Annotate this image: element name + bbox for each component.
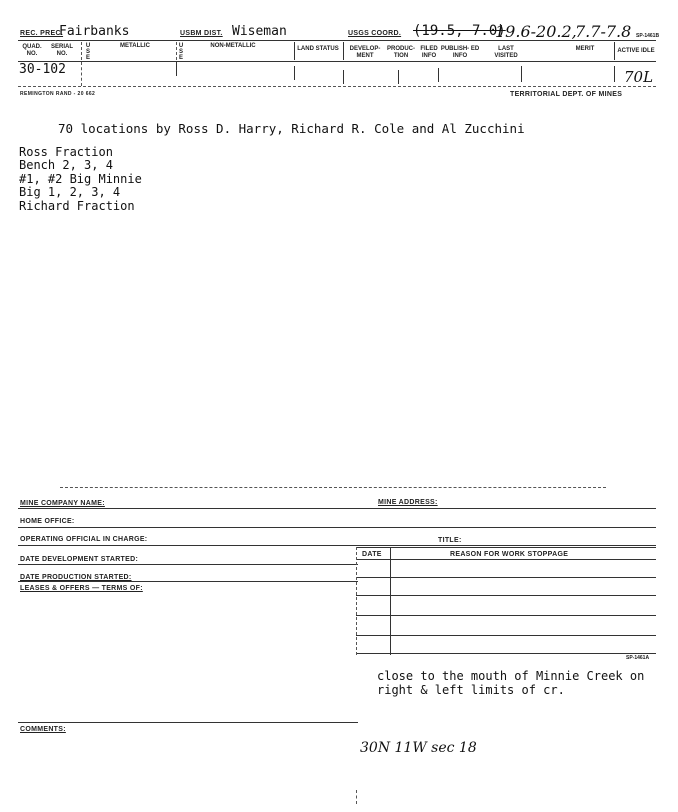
date-column-divider bbox=[390, 547, 391, 655]
col-production: PRODUC- TION bbox=[387, 46, 415, 59]
lower-form-top-rule bbox=[60, 487, 606, 488]
sep bbox=[81, 62, 82, 86]
rec-prec-value: Fairbanks bbox=[59, 24, 130, 39]
left-column-edge bbox=[356, 547, 357, 655]
sep bbox=[398, 70, 399, 84]
rule bbox=[356, 559, 656, 560]
sep bbox=[176, 62, 177, 76]
quad-serial-value: 30-102 bbox=[19, 62, 66, 77]
location-note bbox=[377, 669, 644, 697]
row-rule bbox=[18, 86, 656, 87]
rule bbox=[356, 615, 656, 616]
printer-mark: REMINGTON RAND - 20 662 bbox=[20, 91, 96, 97]
location-note-line: close to the mouth of Minnie Creek on bbox=[377, 669, 645, 683]
sep bbox=[294, 42, 295, 60]
date-col-label: DATE bbox=[362, 551, 382, 558]
col-metallic: METALLIC bbox=[120, 43, 150, 49]
form-code: SP-1461B bbox=[636, 33, 660, 39]
rule bbox=[356, 595, 656, 596]
rule bbox=[18, 545, 656, 546]
handwritten-location: 30N 11W sec 18 bbox=[360, 740, 477, 756]
col-published-info: PUBLISH- ED INFO bbox=[440, 46, 480, 59]
col-non-metallic: NON-METALLIC bbox=[210, 43, 256, 49]
usgs-coord-struck: (19.5, 7.0) bbox=[413, 23, 506, 39]
leases-offers-label: LEASES & OFFERS — TERMS OF: bbox=[20, 585, 143, 592]
usbm-dist-label: USBM DIST. bbox=[180, 30, 223, 37]
rule bbox=[356, 635, 656, 636]
col-active-idle: ACTIVE IDLE bbox=[617, 48, 655, 54]
form-code-2: SP-1461A bbox=[626, 655, 650, 661]
stray-mark bbox=[356, 790, 357, 804]
usgs-coord-handwritten: 19.6-20.2, bbox=[495, 22, 577, 41]
reason-col-label: REASON FOR WORK STOPPAGE bbox=[450, 551, 569, 558]
mine-company-name-label: MINE COMPANY NAME: bbox=[20, 500, 105, 507]
col-development: DEVELOP- MENT bbox=[349, 46, 381, 59]
operating-official-label: OPERATING OFFICIAL IN CHARGE: bbox=[20, 536, 148, 543]
location-note-line: right & left limits of cr. bbox=[377, 683, 565, 697]
rule bbox=[356, 547, 656, 548]
rule bbox=[18, 581, 358, 582]
rule bbox=[356, 653, 656, 654]
column-rule bbox=[18, 61, 656, 62]
comments-label: COMMENTS: bbox=[20, 726, 66, 733]
usbm-dist-value: Wiseman bbox=[232, 24, 287, 39]
sep bbox=[614, 42, 615, 60]
sep bbox=[294, 66, 295, 80]
usgs-coord-handwritten-2: 7.7-7.8 bbox=[575, 22, 632, 41]
rec-prec-label: REC. PREC. bbox=[20, 30, 64, 37]
date-production-label: DATE PRODUCTION STARTED: bbox=[20, 574, 132, 581]
rule bbox=[18, 508, 656, 509]
usgs-coord-label: USGS COORD. bbox=[348, 30, 402, 37]
col-serial-no: SERIAL NO. bbox=[50, 44, 73, 57]
sep bbox=[343, 70, 344, 84]
home-office-label: HOME OFFICE: bbox=[20, 518, 75, 525]
comments-rule-top bbox=[18, 722, 358, 723]
sep bbox=[521, 66, 522, 82]
rule bbox=[356, 577, 656, 578]
sep bbox=[81, 42, 82, 60]
col-use-2: U S E bbox=[178, 43, 184, 61]
claims-list bbox=[19, 146, 142, 213]
header-rule bbox=[18, 40, 656, 41]
rule bbox=[18, 527, 656, 528]
col-merit: MERIT bbox=[575, 46, 595, 52]
sep bbox=[614, 66, 615, 82]
active-idle-handwritten: 70L bbox=[624, 68, 654, 86]
date-development-label: DATE DEVELOPMENT STARTED: bbox=[20, 556, 139, 563]
territorial-dept-label: TERRITORIAL DEPT. OF MINES bbox=[510, 91, 623, 98]
rule bbox=[18, 564, 358, 565]
col-use-1: U S E bbox=[85, 43, 91, 61]
claim-item: Ross Fraction bbox=[19, 145, 113, 159]
col-land-status: LAND STATUS bbox=[297, 46, 339, 52]
claim-item: Richard Fraction bbox=[19, 198, 135, 213]
col-quad-no: QUAD. NO. bbox=[22, 44, 42, 57]
mine-address-label: MINE ADDRESS: bbox=[378, 499, 438, 506]
claim-item: Big 1, 2, 3, 4 bbox=[19, 185, 121, 200]
claim-item: #1, #2 Big Minnie bbox=[19, 171, 142, 186]
summary-line: 70 locations by Ross D. Harry, Richard R. Cole and Al Zucchini bbox=[58, 121, 525, 136]
title-label: TITLE: bbox=[438, 537, 462, 544]
claim-item: Bench 2, 3, 4 bbox=[19, 158, 113, 173]
sep bbox=[343, 42, 344, 60]
sep bbox=[176, 42, 177, 60]
col-filed-info: FILED INFO bbox=[420, 46, 438, 59]
sep bbox=[438, 68, 439, 82]
col-last-visited: LAST VISITED bbox=[494, 46, 518, 59]
